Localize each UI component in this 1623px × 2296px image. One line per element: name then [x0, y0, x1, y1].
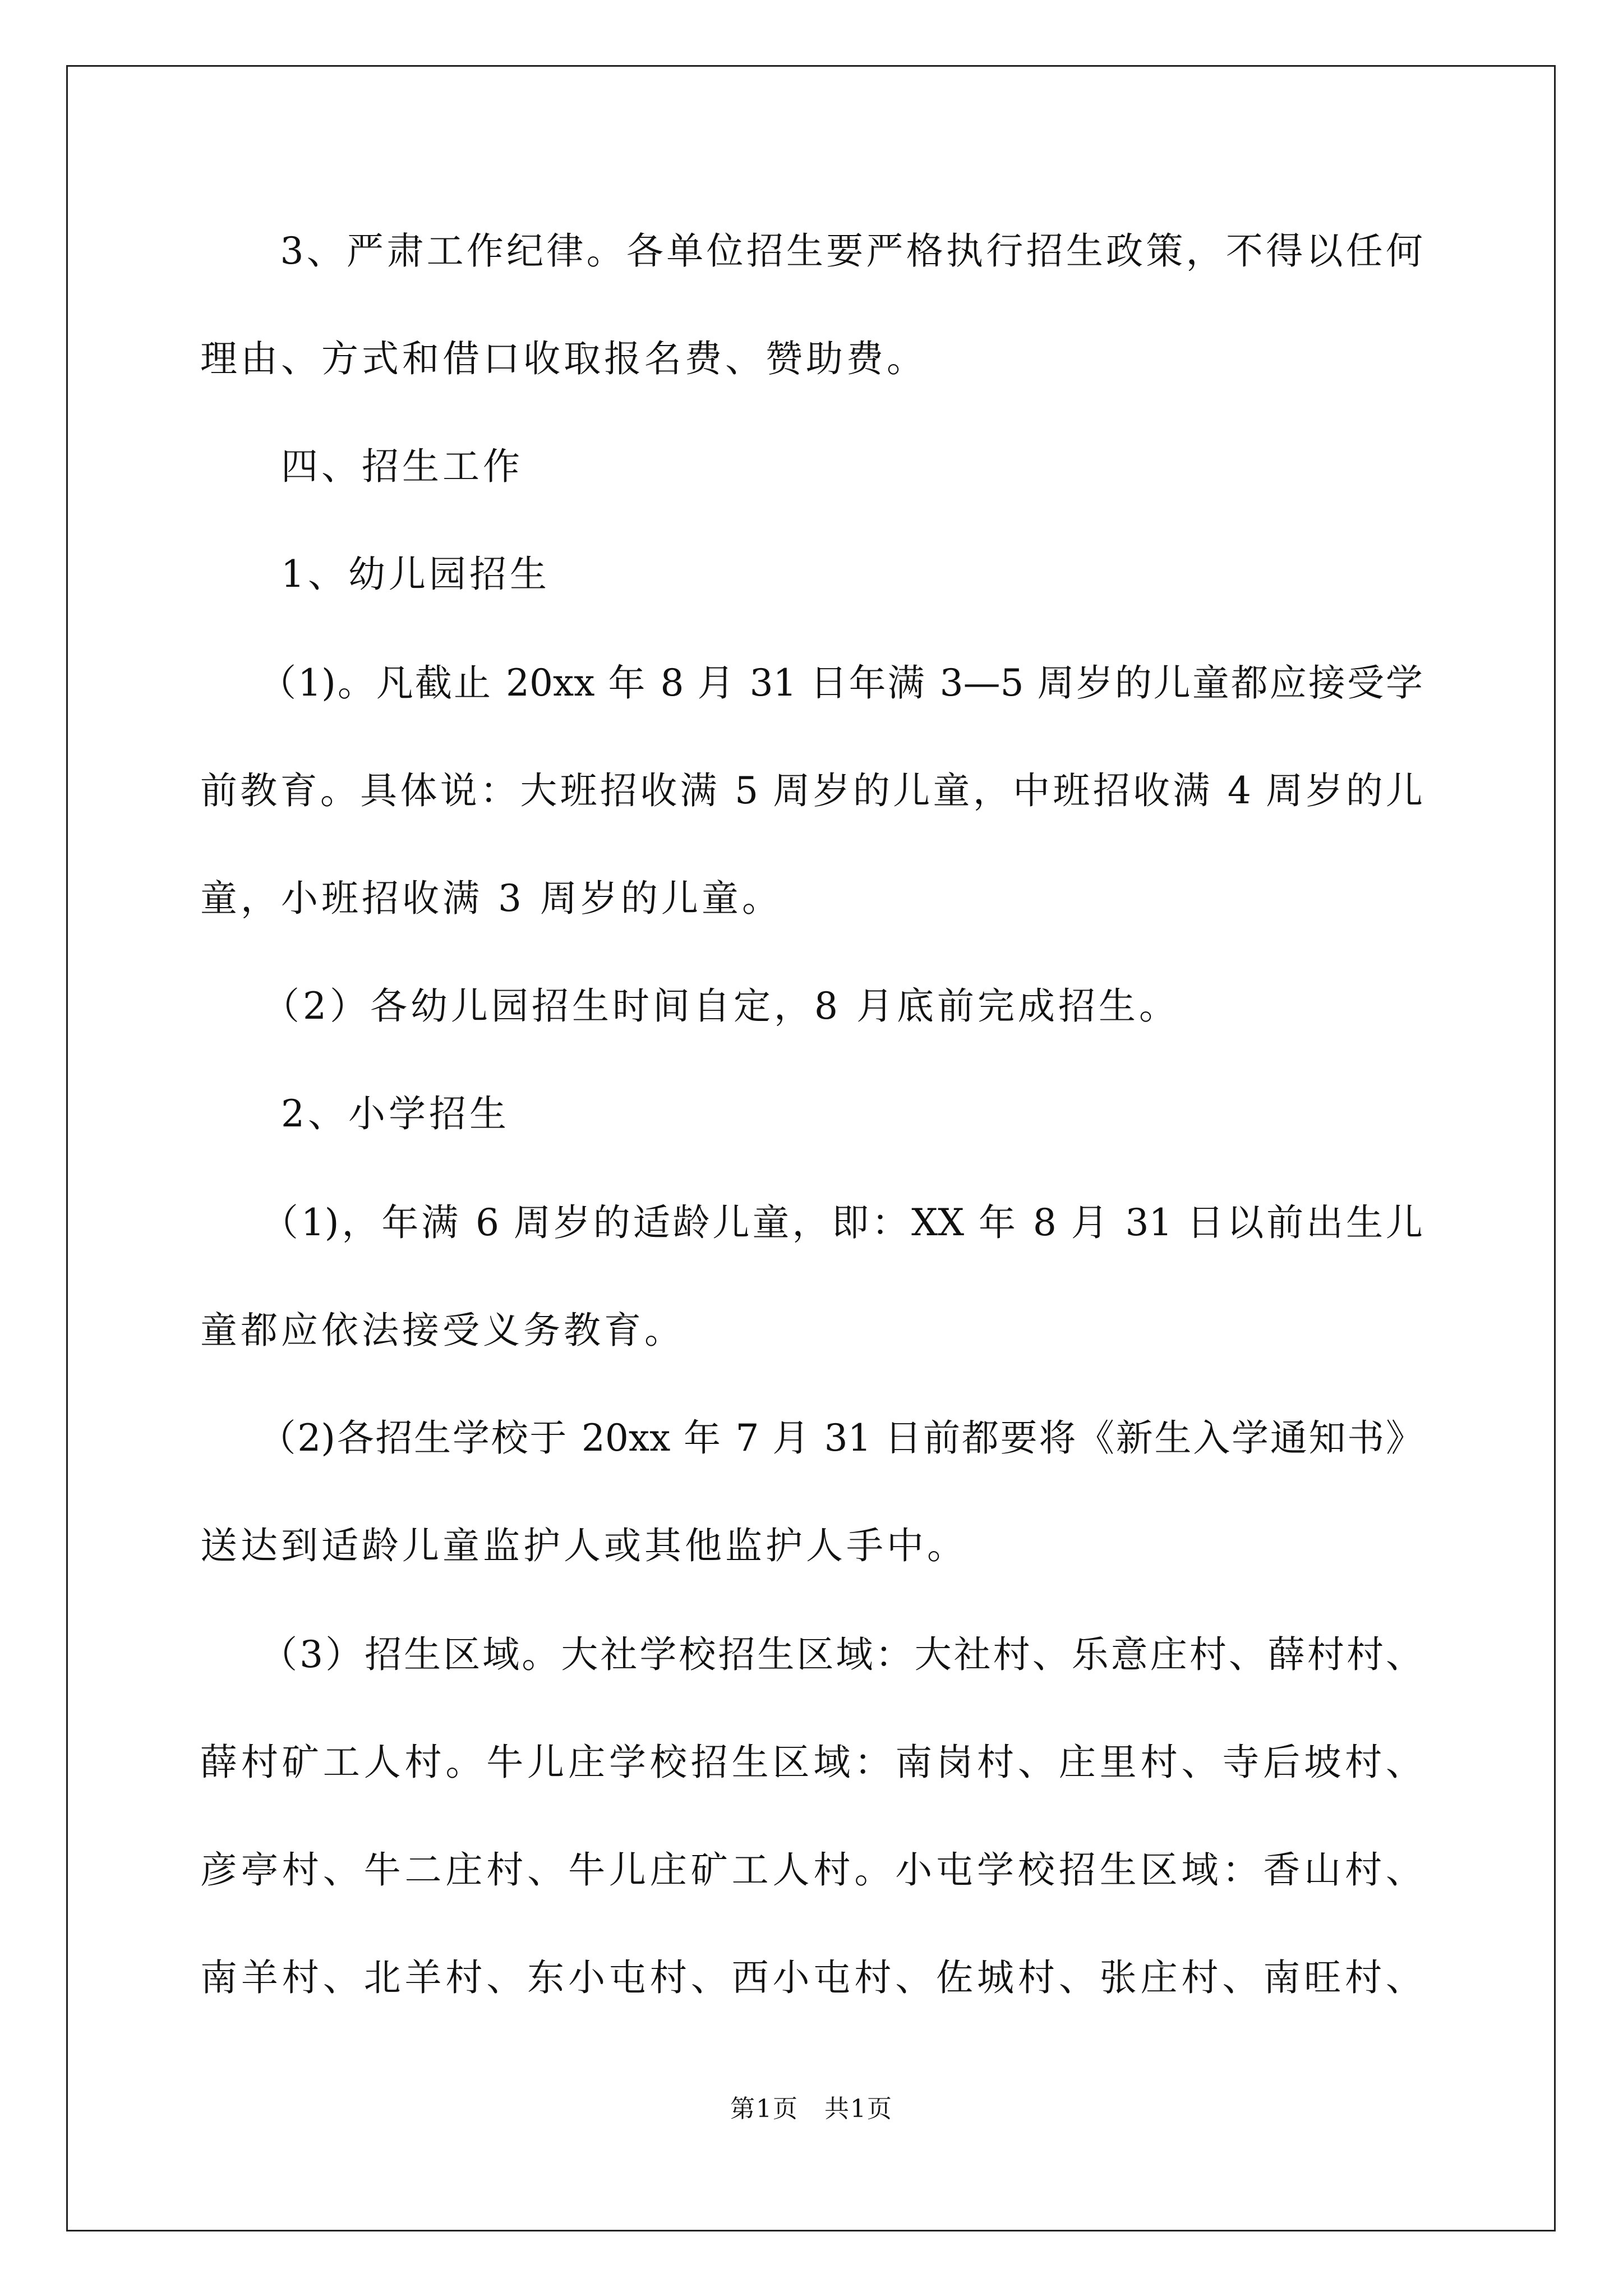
- paragraph-line: 童，小班招收满 3 周岁的儿童。: [200, 877, 782, 920]
- paragraph-line: 理由、方式和借口收取报名费、赞助费。: [200, 337, 927, 380]
- paragraph-line: 薛村矿工人村。牛儿庄学校招生区域：南岗村、庄里村、寺后坡村、: [200, 1741, 1423, 1784]
- page-border: [66, 65, 1556, 2231]
- paragraph-line: （3）招生区域。大社学校招生区域：大社村、乐意庄村、薛村村、: [200, 1633, 1423, 1676]
- paragraph-line: （1)，年满 6 周岁的适龄儿童，即：XX 年 8 月 31 日以前出生儿: [200, 1201, 1423, 1244]
- paragraph-line: （1)。凡截止 20xx 年 8 月 31 日年满 3—5 周岁的儿童都应接受学: [200, 661, 1423, 705]
- paragraph-line: （2）各幼儿园招生时间自定，8 月底前完成招生。: [200, 984, 1179, 1028]
- paragraph-line: 送达到适龄儿童监护人或其他监护人手中。: [200, 1524, 967, 1567]
- subsection-heading: 2、小学招生: [200, 1092, 510, 1135]
- section-heading: 四、招生工作: [200, 445, 523, 488]
- subsection-heading: 1、幼儿园招生: [200, 553, 550, 596]
- page-footer: 第1页 共1页: [730, 2095, 893, 2123]
- paragraph-line: （2)各招生学校于 20xx 年 7 月 31 日前都要将《新生入学通知书》: [200, 1416, 1423, 1460]
- paragraph-line: 3、严肃工作纪律。各单位招生要严格执行招生政策，不得以任何: [200, 229, 1423, 273]
- paragraph-line: 前教育。具体说：大班招收满 5 周岁的儿童，中班招收满 4 周岁的儿: [200, 769, 1423, 812]
- paragraph-line: 南羊村、北羊村、东小屯村、西小屯村、佐城村、张庄村、南旺村、: [200, 1956, 1423, 1999]
- paragraph-line: 彦亭村、牛二庄村、牛儿庄矿工人村。小屯学校招生区域：香山村、: [200, 1848, 1423, 1892]
- paragraph-line: 童都应依法接受义务教育。: [200, 1309, 685, 1352]
